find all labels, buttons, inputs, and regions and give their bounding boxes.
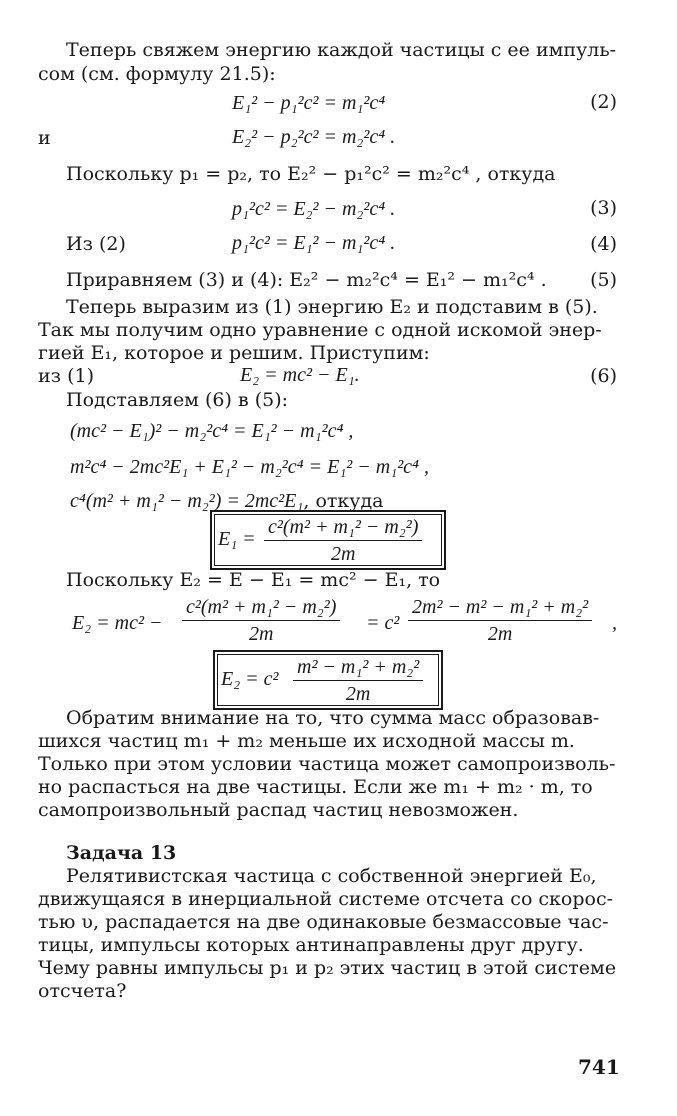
since-line: Поскольку p₁ = p₂, то E₂² − p₁²c² = m₂²c⁴ , откуда — [66, 163, 556, 185]
e2-calc-denominator-1: 2m — [248, 623, 274, 645]
equation-4-number: (4) — [590, 233, 617, 255]
substitute-line: Подставляем (6) в (5): — [66, 389, 289, 411]
box2-numerator: m² − m₁² + m₂² — [293, 656, 423, 681]
equation-5-number: (5) — [590, 269, 617, 291]
box1-denominator: 2m — [330, 543, 356, 565]
calc-line-3-expr: c⁴(m² + m₁² − m₂²) = 2mc²E₁ — [70, 490, 304, 512]
box1-numerator: c²(m² + m₁² − m₂²) — [264, 516, 422, 541]
e2-calc-numerator-2: 2m² − m² − m₁² + m₂² — [408, 596, 592, 621]
e2-calc-numerator-1: c²(m² + m₁² − m₂²) — [182, 596, 340, 621]
equation-3: p₁²c² = E₂² − m₂²c⁴ . — [232, 198, 396, 220]
equation-4-label: Из (2) — [66, 233, 126, 255]
calc-line-3 — [70, 490, 383, 512]
task-line-6: отсчета? — [38, 980, 127, 1002]
equation-6-number: (6) — [590, 365, 617, 387]
para2-line-2: шихся частиц m₁ + m₂ меньше их исходной массы m. — [38, 730, 575, 752]
task-line-2: движущаяся в инерциальной системе отсчета со скорос- — [38, 888, 614, 910]
calc-line-3-tail: , откуда — [303, 490, 384, 512]
calc-line-1: (mc² − E₁)² − m₂²c⁴ = E₁² − m₁²c⁴ , — [70, 420, 354, 442]
equation-6-label: из (1) — [38, 365, 94, 387]
and-word: и — [38, 127, 51, 149]
equation-2-number: (2) — [590, 91, 617, 113]
e2-calc-fraction-2 — [408, 596, 592, 645]
intro-line-2: сом (см. формулу 21.5): — [38, 63, 276, 85]
task-line-5: Чему равны импульсы p₁ и p₂ этих частиц в этой системе — [38, 957, 617, 979]
calc-line-2: m²c⁴ − 2mc²E₁ + E₁² − m₂²c⁴ = E₁² − m₁²c⁴ , — [70, 456, 430, 478]
box1-fraction — [264, 516, 422, 565]
equation-2b: E₂² − p₂²c² = m₂²c⁴ . — [232, 126, 396, 148]
boxed-result-e2 — [213, 650, 443, 710]
box2-fraction — [293, 656, 423, 705]
equation-4: p₁²c² = E₁² − m₁²c⁴ . — [232, 232, 396, 254]
e2-calc-denominator-2: 2m — [487, 623, 513, 645]
box2-lhs: E₂ = c² — [221, 668, 279, 690]
para1-line-2: Так мы получим одно уравнение с одной искомой энер- — [38, 319, 602, 341]
intro-line-1: Теперь свяжем энергию каждой частицы с ее импуль- — [66, 39, 617, 61]
box2-denominator: 2m — [345, 683, 371, 705]
boxed-result-e1 — [210, 510, 446, 570]
para2-line-3: Только при этом условии частица может самопроизволь- — [38, 753, 616, 775]
e2-calc-lhs: E₂ = mc² − — [72, 612, 163, 634]
para1-line-3: гией E₁, которое и решим. Приступим: — [38, 342, 430, 364]
box1-lhs: E₁ = — [218, 528, 256, 550]
equation-2: E₁² − p₁²c² = m₁²c⁴ — [232, 92, 386, 114]
task-line-4: тицы, импульсы которых антинаправлены друг другу. — [38, 934, 584, 956]
para2-line-5: самопроизвольный распад частиц невозможен. — [38, 799, 519, 821]
equation-5: Приравняем (3) и (4): E₂² − m₂²c⁴ = E₁² − m₁²c⁴ . — [66, 269, 547, 291]
task-title: Задача 13 — [66, 842, 177, 864]
since2-line: Поскольку E₂ = E − E₁ = mc² − E₁, то — [66, 569, 441, 591]
para2-line-4: но распасться на две частицы. Если же m₁ + m₂ · m, то — [38, 776, 593, 798]
e2-calc-fraction-1 — [182, 596, 340, 645]
page-number: 741 — [578, 1055, 620, 1079]
equation-3-number: (3) — [590, 197, 617, 219]
para1-line-1: Теперь выразим из (1) энергию E₂ и подставим в (5). — [66, 296, 598, 318]
e2-calc-tail: , — [612, 612, 617, 634]
task-line-1: Релятивистская частица с собственной энергией E₀, — [66, 865, 597, 887]
equation-6: E₂ = mc² − E₁. — [240, 364, 360, 386]
para2-line-1: Обратим внимание на то, что сумма масс образовав- — [66, 707, 600, 729]
e2-calc-mid: = c² — [366, 612, 400, 634]
task-line-3: тью υ, распадается на две одинаковые безмассовые час- — [38, 911, 609, 933]
